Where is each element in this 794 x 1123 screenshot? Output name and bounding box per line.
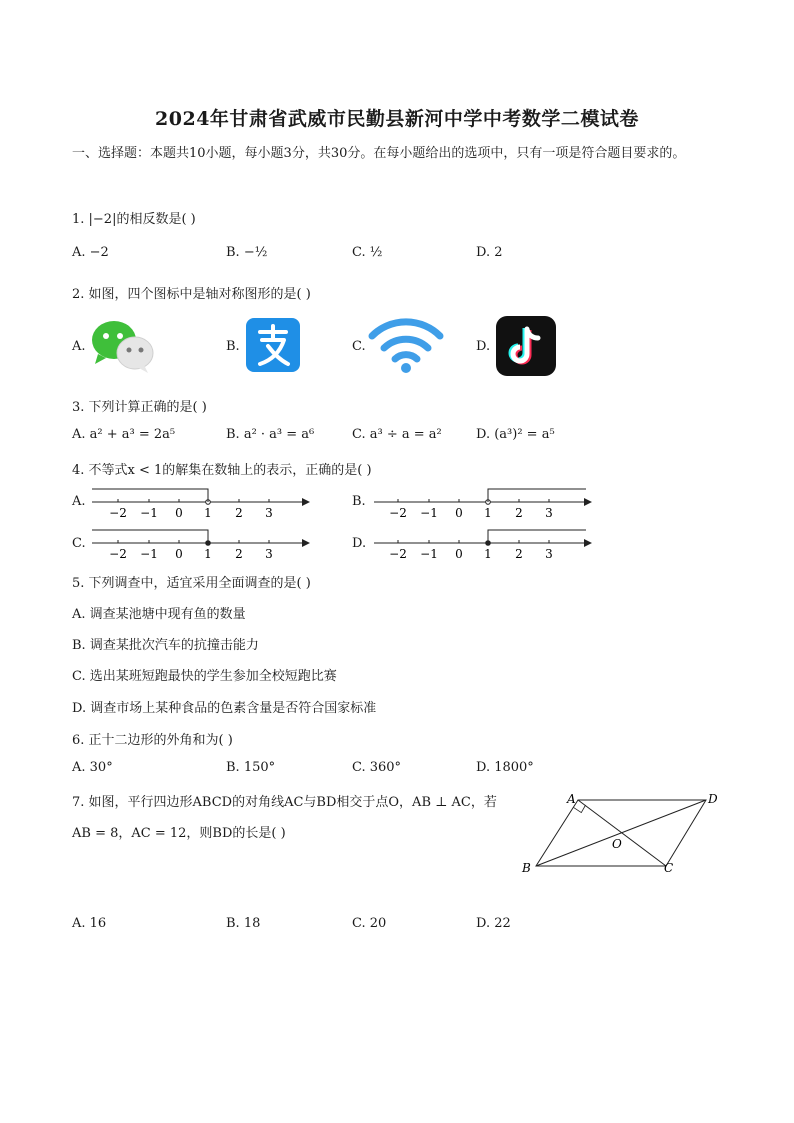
q2-label-c: C.: [352, 339, 366, 354]
question-3-stem: 3. 下列计算正确的是( ): [72, 400, 207, 415]
number-line-tick-label: −2: [109, 506, 127, 520]
q1-option-b: B. −½: [226, 245, 268, 260]
q4-label-a: A.: [72, 494, 86, 509]
q7-option-a: A. 16: [72, 916, 107, 931]
number-line-tick-label: 2: [515, 547, 523, 561]
q6-option-a: A. 30°: [72, 760, 113, 775]
point-label-d: D: [708, 792, 718, 806]
q2-label-d: D.: [476, 339, 491, 354]
q5-option-c: C. 选出某班短跑最快的学生参加全校短跑比赛: [72, 669, 337, 684]
q5-option-d: D. 调查市场上某种食品的色素含量是否符合国家标准: [72, 701, 377, 716]
q7-option-d: D. 22: [476, 916, 511, 931]
q4-label-d: D.: [352, 536, 367, 551]
number-line-tick-label: 0: [455, 547, 463, 561]
tiktok-icon: [496, 316, 556, 376]
number-line-tick-label: 2: [235, 547, 243, 561]
number-line-tick-label: 1: [204, 506, 212, 520]
q6-option-d: D. 1800°: [476, 760, 534, 775]
point-label-b: B: [522, 861, 531, 875]
number-line-tick-label: 1: [484, 547, 492, 561]
parallelogram-figure: [518, 788, 726, 880]
q4-label-c: C.: [72, 536, 86, 551]
q1-option-a: A. −2: [72, 245, 109, 260]
number-line-tick-label: 2: [235, 506, 243, 520]
question-2-stem: 2. 如图，四个图标中是轴对称图形的是( ): [72, 287, 311, 302]
number-line-tick-label: −1: [140, 506, 158, 520]
q3-option-c: C. a³ ÷ a = a²: [352, 427, 442, 442]
number-line-tick-label: 0: [175, 506, 183, 520]
number-line-tick-label: 3: [265, 547, 273, 561]
q6-option-b: B. 150°: [226, 760, 276, 775]
number-line-tick-label: 0: [175, 547, 183, 561]
q5-option-b: B. 调查某批次汽车的抗撞击能力: [72, 638, 259, 653]
number-line-tick-label: −1: [420, 547, 438, 561]
number-line-tick-label: −2: [109, 547, 127, 561]
q5-option-a: A. 调查某池塘中现有鱼的数量: [72, 607, 246, 622]
q3-option-d: D. (a³)² = a⁵: [476, 427, 555, 442]
question-4-stem: 4. 不等式x < 1的解集在数轴上的表示，正确的是( ): [72, 463, 372, 478]
wifi-icon: [368, 316, 444, 374]
number-line-tick-label: −2: [389, 547, 407, 561]
alipay-icon: [246, 318, 300, 372]
q7-option-b: B. 18: [226, 916, 261, 931]
q7-option-c: C. 20: [352, 916, 387, 931]
number-line-tick-label: −1: [140, 547, 158, 561]
page-title: 2024年甘肃省武威市民勤县新河中学中考数学二模试卷: [155, 108, 639, 130]
number-line-tick-label: −1: [420, 506, 438, 520]
wechat-icon: [88, 318, 158, 374]
number-line-tick-label: 3: [545, 547, 553, 561]
question-5-stem: 5. 下列调查中，适宜采用全面调查的是( ): [72, 576, 311, 591]
number-line-tick-label: 3: [545, 506, 553, 520]
number-line-b: [370, 486, 596, 522]
q2-label-a: A.: [72, 339, 86, 354]
number-line-c: [88, 527, 314, 563]
q4-label-b: B.: [352, 494, 366, 509]
number-line-tick-label: −2: [389, 506, 407, 520]
question-7-stem-line1: 7. 如图，平行四边形ABCD的对角线AC与BD相交于点O，AB ⊥ AC，若: [72, 795, 497, 810]
number-line-tick-label: 1: [204, 547, 212, 561]
point-label-a: A: [567, 792, 576, 806]
q6-option-c: C. 360°: [352, 760, 402, 775]
point-label-c: C: [664, 861, 674, 875]
number-line-d: [370, 527, 596, 563]
number-line-tick-label: 0: [455, 506, 463, 520]
number-line-tick-label: 2: [515, 506, 523, 520]
number-line-tick-label: 3: [265, 506, 273, 520]
question-7-stem-line2: AB = 8，AC = 12，则BD的长是( ): [72, 826, 286, 841]
section-header: 一、选择题：本题共10小题，每小题3分，共30分。在每小题给出的选项中，只有一项是符合题目要求的。: [72, 146, 686, 161]
q3-option-a: A. a² + a³ = 2a⁵: [72, 427, 176, 442]
point-label-o: O: [612, 837, 622, 851]
question-6-stem: 6. 正十二边形的外角和为( ): [72, 733, 233, 748]
q3-option-b: B. a² · a³ = a⁶: [226, 427, 315, 442]
number-line-a: [88, 486, 314, 522]
q2-label-b: B.: [226, 339, 240, 354]
q1-option-c: C. ½: [352, 245, 383, 260]
number-line-tick-label: 1: [484, 506, 492, 520]
question-1-stem: 1. |−2|的相反数是( ): [72, 212, 196, 227]
q1-option-d: D. 2: [476, 245, 503, 260]
